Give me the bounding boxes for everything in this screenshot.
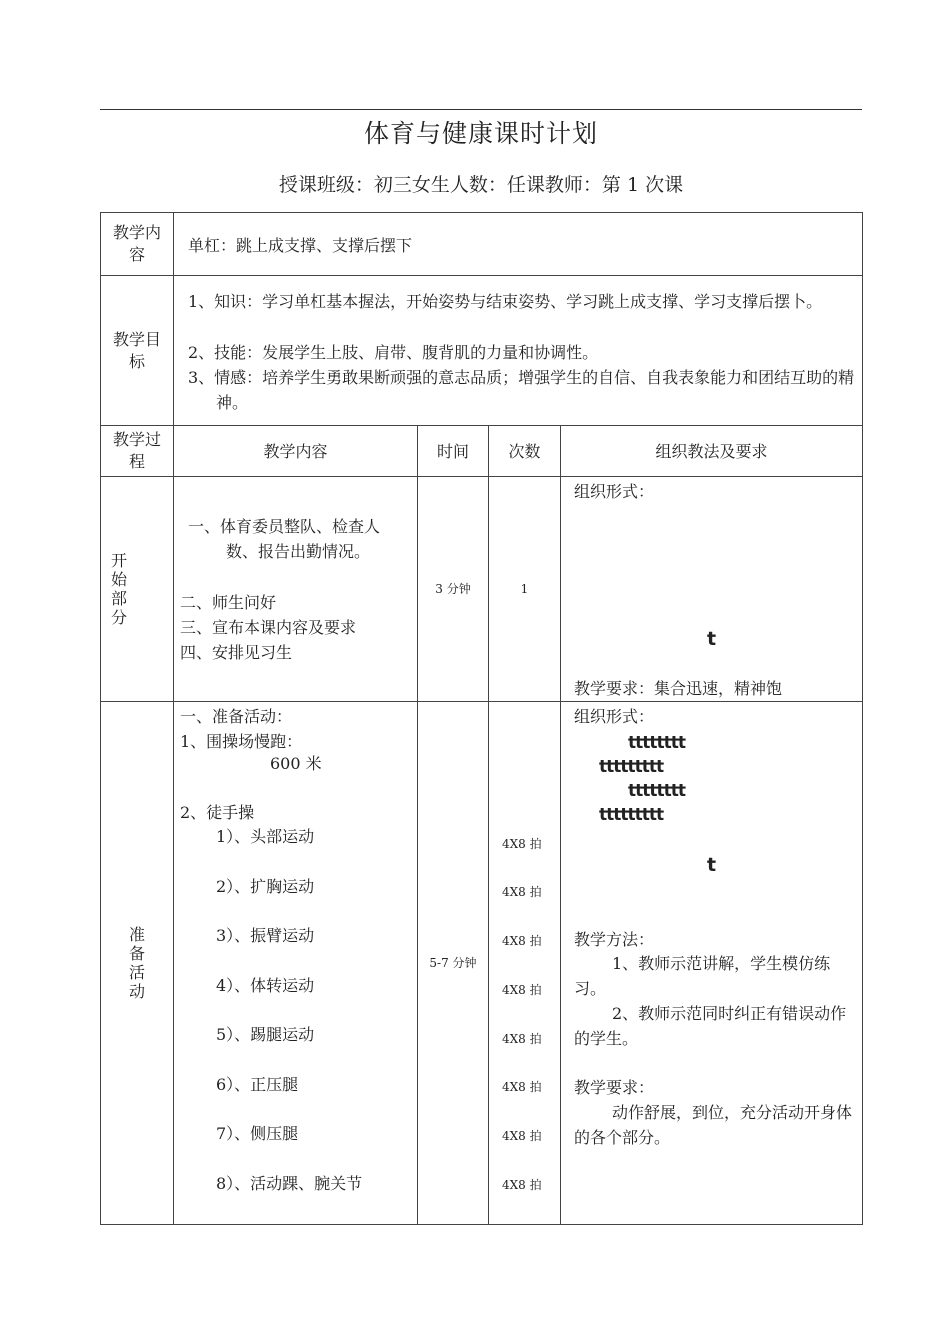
start-count: 1	[520, 581, 529, 596]
exercise-5: 5）、踢腿运动	[216, 1025, 315, 1044]
header-method: 组织教法及要求	[655, 441, 768, 461]
header-count-cell	[488, 425, 561, 477]
formation-row-1: tttttttt	[628, 733, 686, 753]
beat-6: 4X8 拍	[502, 1080, 542, 1094]
warmup-time-cell	[417, 701, 489, 1225]
beat-3: 4X8 拍	[502, 934, 542, 948]
method-title: 教学方法：	[574, 930, 655, 949]
requirement-text: 动作舒展，到位，充分活动开身体的各个部分。	[574, 1103, 853, 1147]
content-label-cell	[100, 212, 174, 276]
header-content-cell	[173, 425, 418, 477]
header-count: 次数	[508, 441, 541, 461]
goal-item-3: 3、情感：培养学生勇敢果断顽强的意志品质；增强学生的自信、自我表象能力和团结互助的精神。	[188, 368, 855, 412]
warmup-time: 5-7 分钟	[429, 955, 477, 970]
formation-row-4: ttttttttt	[599, 805, 664, 825]
goals-label-cell	[100, 275, 174, 426]
warmup-method-cell	[560, 701, 863, 1225]
start-label: 开始部分	[110, 551, 127, 627]
goal-item-2: 2、技能：发展学生上肢、肩带、腹背肌的力量和协调性。	[188, 343, 599, 362]
goals-value-cell	[173, 275, 863, 426]
beat-2: 4X8 拍	[502, 885, 542, 899]
exercise-2: 2）、扩胸运动	[216, 877, 315, 896]
start-item-1: 一、体育委员整队、检查人数、报告出勤情况。	[188, 517, 381, 561]
content-value: 单杠：跳上成支撑、支撑后摆下	[188, 236, 413, 255]
start-method-cell	[560, 476, 863, 702]
warmup-beats-cell	[488, 701, 561, 1225]
header-method-cell	[560, 425, 863, 477]
start-content-cell	[173, 476, 418, 702]
method-1: 1、教师示范讲解，学生模仿练习。	[574, 954, 831, 998]
start-item-3: 三、宣布本课内容及要求	[180, 618, 357, 637]
warmup-label: 准备活动	[128, 925, 145, 1001]
content-value-cell	[173, 212, 863, 276]
beat-5: 4X8 拍	[502, 1032, 542, 1046]
beat-1: 4X8 拍	[502, 837, 542, 851]
exercise-1: 1）、头部运动	[216, 827, 315, 846]
exercise-7: 7）、侧压腿	[216, 1124, 299, 1143]
content-label: 教学内容	[112, 223, 161, 264]
warmup-label-cell	[100, 701, 174, 1225]
start-org-title: 组织形式：	[574, 482, 655, 501]
start-time: 3 分钟	[435, 581, 471, 596]
top-rule	[100, 109, 862, 110]
warmup-teacher-mark: t	[707, 854, 716, 876]
start-item-4: 四、安排见习生	[180, 643, 293, 662]
page-title: 体育与健康课时计划	[363, 119, 598, 148]
formation-row-2: ttttttttt	[599, 757, 664, 777]
warmup-heading: 一、准备活动：	[180, 707, 293, 726]
warmup-exercise-title: 2、徒手操	[180, 803, 255, 822]
start-item-2: 二、师生问好	[180, 593, 277, 612]
warmup-org-title: 组织形式：	[574, 707, 655, 726]
start-time-cell	[417, 476, 489, 702]
goal-item-1: 1、知识：学习单杠基本握法，开始姿势与结束姿势、学习跳上成支撑、学习支撑后摆卜。	[188, 292, 823, 311]
beat-8: 4X8 拍	[502, 1178, 542, 1192]
beat-7: 4X8 拍	[502, 1129, 542, 1143]
header-time-cell	[417, 425, 489, 477]
page-subtitle: 授课班级：初三女生人数：任课教师：第 1 次课	[278, 174, 684, 196]
warmup-distance: 600 米	[270, 754, 322, 773]
requirement-title: 教学要求：	[574, 1078, 655, 1097]
header-time: 时间	[436, 441, 469, 461]
beat-4: 4X8 拍	[502, 983, 542, 997]
start-teacher-mark: t	[707, 628, 716, 650]
formation-row-3: tttttttt	[628, 781, 686, 801]
exercise-6: 6）、正压腿	[216, 1075, 299, 1094]
exercise-4: 4）、体转运动	[216, 976, 315, 995]
warmup-content-cell	[173, 701, 418, 1225]
method-2: 2、教师示范同时纠正有错误动作的学生。	[574, 1004, 847, 1048]
header-process: 教学过程	[112, 430, 161, 471]
start-label-cell	[100, 476, 174, 702]
header-process-cell	[100, 425, 174, 477]
start-requirement: 教学要求：集合迅速，精神饱	[574, 679, 783, 698]
header-content: 教学内容	[263, 441, 328, 461]
exercise-8: 8）、活动踝、腕关节	[216, 1174, 363, 1193]
goals-label: 教学目标	[112, 329, 161, 371]
start-count-cell	[488, 476, 561, 702]
warmup-jog: 1、围操场慢跑：	[180, 732, 303, 751]
exercise-3: 3）、振臂运动	[216, 926, 315, 945]
